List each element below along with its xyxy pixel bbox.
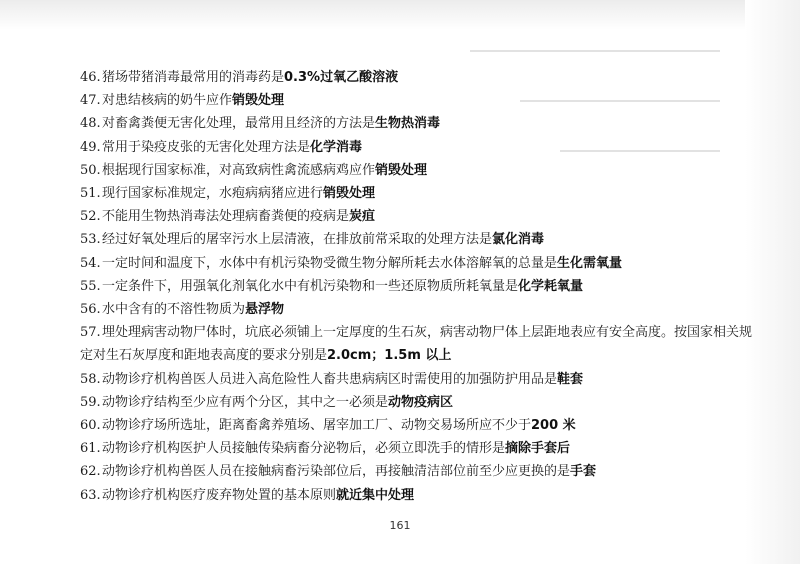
item-answer: 鞋套	[557, 371, 584, 387]
item-text: 猪场带猪消毒最常用的消毒药是	[102, 70, 285, 85]
item-text: 动物诊疗结构至少应有两个分区，其中之一必须是	[102, 394, 389, 410]
item-answer: 0.3%过氧乙酸溶液	[284, 70, 399, 85]
item-number: 57.	[80, 325, 101, 341]
item-text: 经过好氧处理后的屠宰污水上层清液，在排放前常采取的处理方法是	[102, 232, 493, 248]
list-item	[80, 275, 760, 298]
item-number: 56.	[80, 302, 101, 318]
item-answer: 200 米	[531, 418, 576, 434]
item-text: 埋处理病害动物尸体时，坑底必须铺上一定厚度的生石灰，病害动物尸体上层距地表应有安全高度。按国家相关规定对生石灰厚度和距地表高度的要求分别是	[80, 325, 753, 364]
item-answer: 炭疽	[349, 209, 376, 225]
list-item	[80, 298, 760, 321]
question-answer-list	[80, 66, 760, 507]
item-text: 动物诊疗机构兽医人员进入高危险性人畜共患病病区时需使用的加强防护用品是	[102, 371, 558, 387]
item-text: 动物诊疗机构兽医人员在接触病畜污染部位后，再接触清洁部位前至少应更换的是	[102, 464, 571, 480]
item-text: 常用于染疫皮张的无害化处理方法是	[102, 139, 311, 155]
item-number: 58.	[80, 371, 101, 387]
item-number: 46.	[80, 70, 101, 85]
item-number: 48.	[80, 116, 101, 132]
list-item	[80, 89, 760, 112]
list-item	[80, 368, 760, 391]
item-text: 一定时间和温度下，水体中有机污染物受微生物分解所耗去水体溶解氧的总量是	[102, 255, 558, 271]
list-item	[80, 414, 760, 437]
item-answer: 动物疫病区	[388, 394, 454, 410]
item-number: 60.	[80, 418, 101, 434]
list-item	[80, 321, 760, 367]
item-answer: 摘除手套后	[505, 441, 571, 457]
item-number: 61.	[80, 441, 101, 457]
item-text: 动物诊疗场所选址，距离畜禽养殖场、屠宰加工厂、动物交易场所应不少于	[102, 418, 532, 434]
item-answer: 销毁处理	[375, 162, 428, 178]
list-item	[80, 205, 760, 228]
item-answer: 化学耗氧量	[518, 278, 584, 294]
list-item	[80, 391, 760, 414]
list-item	[80, 112, 760, 135]
item-answer: 就近集中处理	[336, 487, 415, 503]
page-number: 161	[389, 519, 411, 532]
item-number: 54.	[80, 255, 101, 271]
list-item	[80, 66, 760, 89]
item-number: 59.	[80, 394, 101, 410]
item-number: 47.	[80, 93, 101, 109]
item-text: 对患结核病的奶牛应作	[102, 93, 233, 109]
item-answer: 生化需氧量	[557, 255, 623, 271]
item-answer: 销毁处理	[232, 93, 285, 109]
item-answer: 2.0cm；1.5m 以上	[327, 348, 452, 364]
item-answer: 销毁处理	[323, 186, 376, 202]
list-item	[80, 136, 760, 159]
item-text: 水中含有的不溶性物质为	[102, 302, 246, 318]
item-answer: 悬浮物	[245, 302, 285, 318]
list-item	[80, 228, 760, 251]
list-item	[80, 159, 760, 182]
list-item	[80, 460, 760, 483]
list-item	[80, 484, 760, 507]
item-number: 51.	[80, 186, 101, 202]
item-answer: 手套	[570, 464, 597, 480]
item-text: 不能用生物热消毒法处理病畜粪便的疫病是	[102, 209, 350, 225]
item-text: 动物诊疗机构医护人员接触传染病畜分泌物后，必须立即洗手的情形是	[102, 441, 506, 457]
item-number: 52.	[80, 209, 101, 225]
item-answer: 化学消毒	[310, 139, 363, 155]
list-item	[80, 437, 760, 460]
item-answer: 氯化消毒	[492, 232, 545, 248]
item-text: 动物诊疗机构医疗废弃物处置的基本原则	[102, 487, 337, 503]
item-text: 现行国家标准规定，水疱病病猪应进行	[102, 186, 324, 202]
list-item	[80, 182, 760, 205]
item-number: 63.	[80, 487, 101, 503]
item-answer: 生物热消毒	[375, 116, 441, 132]
item-number: 53.	[80, 232, 101, 248]
item-text: 一定条件下，用强氧化剂氧化水中有机污染物和一些还原物质所耗氧量是	[102, 278, 519, 294]
item-number: 55.	[80, 278, 101, 294]
item-number: 49.	[80, 139, 101, 155]
item-number: 50.	[80, 162, 101, 178]
list-item	[80, 252, 760, 275]
item-text: 根据现行国家标准，对高致病性禽流感病鸡应作	[102, 162, 376, 178]
item-number: 62.	[80, 464, 101, 480]
item-text: 对畜禽粪便无害化处理，最常用且经济的方法是	[102, 116, 376, 132]
